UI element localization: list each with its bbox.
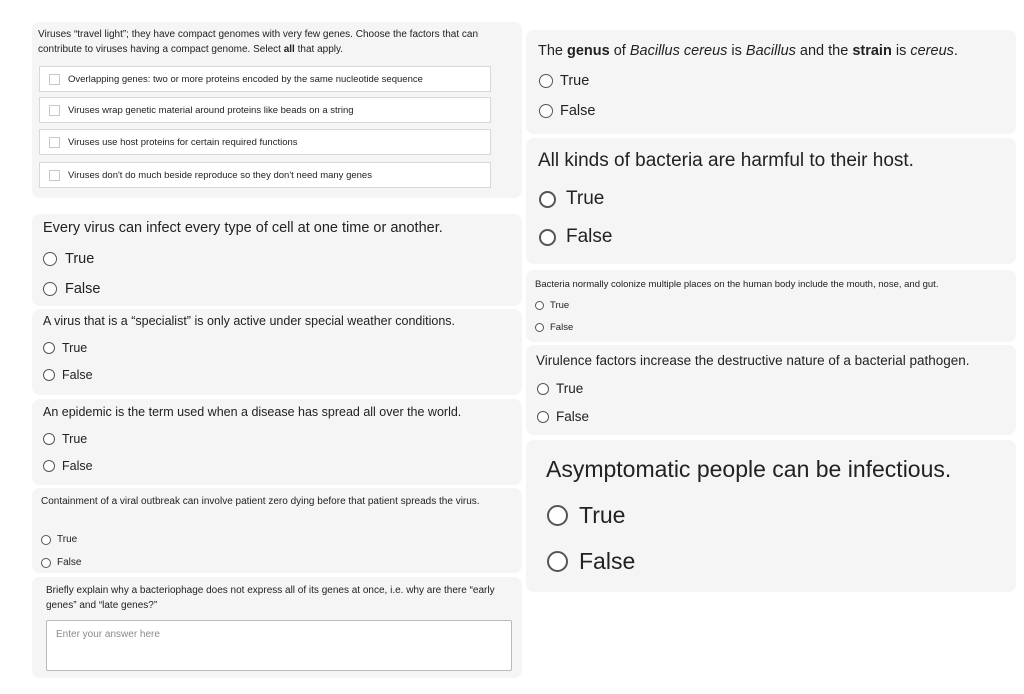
radio-option-false[interactable] (539, 226, 612, 248)
radio-option-true[interactable] (43, 251, 94, 267)
question-text: The genus of Bacillus cereus is Bacillus and the strain is cereus. (538, 43, 958, 59)
question-text: Asymptomatic people can be infectious. (546, 456, 952, 482)
checkbox[interactable] (49, 170, 60, 181)
radio-button[interactable] (539, 229, 556, 246)
radio-button[interactable] (43, 433, 55, 445)
option-label: False (566, 226, 613, 247)
checkbox[interactable] (49, 137, 60, 148)
question-text: All kinds of bacteria are harmful to their host. (538, 150, 914, 171)
question-text: Briefly explain why a bacteriophage does not express all of its genes at once, i.e. why are there “early genes” and “late genes?” (46, 585, 495, 611)
radio-option-true[interactable] (547, 502, 625, 529)
checkbox-option-host-proteins[interactable] (39, 129, 491, 155)
option-label: False (65, 281, 101, 297)
radio-option-true[interactable] (535, 300, 569, 311)
radio-button[interactable] (539, 74, 553, 88)
question-text: Containment of a viral outbreak can involve patient zero dying before that patient spreads the virus. (41, 496, 480, 507)
radio-button[interactable] (41, 535, 51, 545)
question-card-specialist-virus (32, 309, 522, 395)
radio-button[interactable] (43, 342, 55, 354)
option-label: False (62, 368, 93, 382)
radio-option-false[interactable] (537, 409, 589, 424)
option-label: True (556, 381, 584, 396)
radio-option-false[interactable] (43, 459, 93, 473)
checkbox[interactable] (49, 105, 60, 116)
radio-button[interactable] (43, 460, 55, 472)
radio-button[interactable] (539, 104, 553, 118)
option-label: True (65, 251, 95, 267)
radio-option-true[interactable] (43, 341, 87, 355)
question-card-bacteria-harmful (526, 138, 1016, 264)
question-text: A virus that is a “specialist” is only active under special weather conditions. (43, 314, 455, 328)
question-card-bacteria-colonize (526, 270, 1016, 342)
radio-button[interactable] (535, 323, 544, 332)
radio-button[interactable] (43, 252, 57, 266)
radio-button[interactable] (537, 383, 549, 395)
question-card-bacillus-cereus (526, 30, 1016, 134)
radio-button[interactable] (539, 191, 556, 208)
radio-option-false[interactable] (43, 281, 100, 297)
answer-textarea[interactable] (46, 620, 512, 671)
radio-option-true[interactable] (539, 73, 589, 89)
radio-option-false[interactable] (547, 548, 635, 575)
radio-button[interactable] (41, 558, 51, 568)
radio-option-false[interactable] (539, 103, 595, 119)
question-text: Viruses “travel light”; they have compact genomes with very few genes. Choose the factors that can contribute to viruses having a compact genome. Select all that apply. (38, 29, 479, 55)
option-label: True (550, 300, 570, 311)
option-label: True (560, 73, 590, 89)
radio-option-true[interactable] (41, 534, 77, 545)
question-card-compact-genome (32, 22, 522, 198)
option-label: False (57, 557, 82, 568)
checkbox-option-beads-on-string[interactable] (39, 97, 491, 123)
option-label: True (566, 188, 605, 209)
radio-button[interactable] (537, 411, 549, 423)
option-label: True (62, 341, 88, 355)
option-label: Viruses don't do much beside reproduce so they don't need many genes (68, 169, 372, 181)
radio-button[interactable] (535, 301, 544, 310)
option-label: True (62, 432, 88, 446)
radio-button[interactable] (43, 369, 55, 381)
question-text: Virulence factors increase the destructive nature of a bacterial pathogen. (536, 353, 970, 368)
question-card-epidemic (32, 399, 522, 485)
question-card-every-virus (32, 214, 522, 306)
option-label: True (579, 502, 626, 528)
question-text: An epidemic is the term used when a disease has spread all over the world. (43, 405, 462, 419)
question-text: Every virus can infect every type of cell at one time or another. (43, 220, 443, 236)
checkbox-option-overlapping-genes[interactable] (39, 66, 491, 92)
question-card-virulence-factors (526, 345, 1016, 435)
checkbox[interactable] (49, 74, 60, 85)
checkbox-option-reproduce-only[interactable] (39, 162, 491, 188)
option-label: Viruses wrap genetic material around proteins like beads on a string (68, 104, 354, 116)
option-label: False (579, 548, 636, 574)
option-label: False (560, 103, 596, 119)
radio-option-true[interactable] (539, 188, 604, 210)
question-card-bacteriophage (32, 577, 522, 678)
option-label: Viruses use host proteins for certain required functions (68, 136, 298, 148)
option-label: False (556, 409, 590, 424)
radio-button[interactable] (547, 551, 568, 572)
question-card-containment (32, 488, 522, 573)
radio-button[interactable] (43, 282, 57, 296)
question-card-asymptomatic (526, 440, 1016, 592)
radio-option-false[interactable] (535, 322, 573, 333)
option-label: False (550, 322, 574, 333)
radio-button[interactable] (547, 505, 568, 526)
question-text: Bacteria normally colonize multiple places on the human body include the mouth, nose, and gut. (535, 279, 939, 290)
option-label: False (62, 459, 93, 473)
radio-option-false[interactable] (43, 368, 93, 382)
option-label: Overlapping genes: two or more proteins encoded by the same nucleotide sequence (68, 73, 423, 85)
radio-option-true[interactable] (43, 432, 87, 446)
radio-option-false[interactable] (41, 557, 81, 568)
radio-option-true[interactable] (537, 381, 583, 396)
option-label: True (57, 534, 78, 545)
